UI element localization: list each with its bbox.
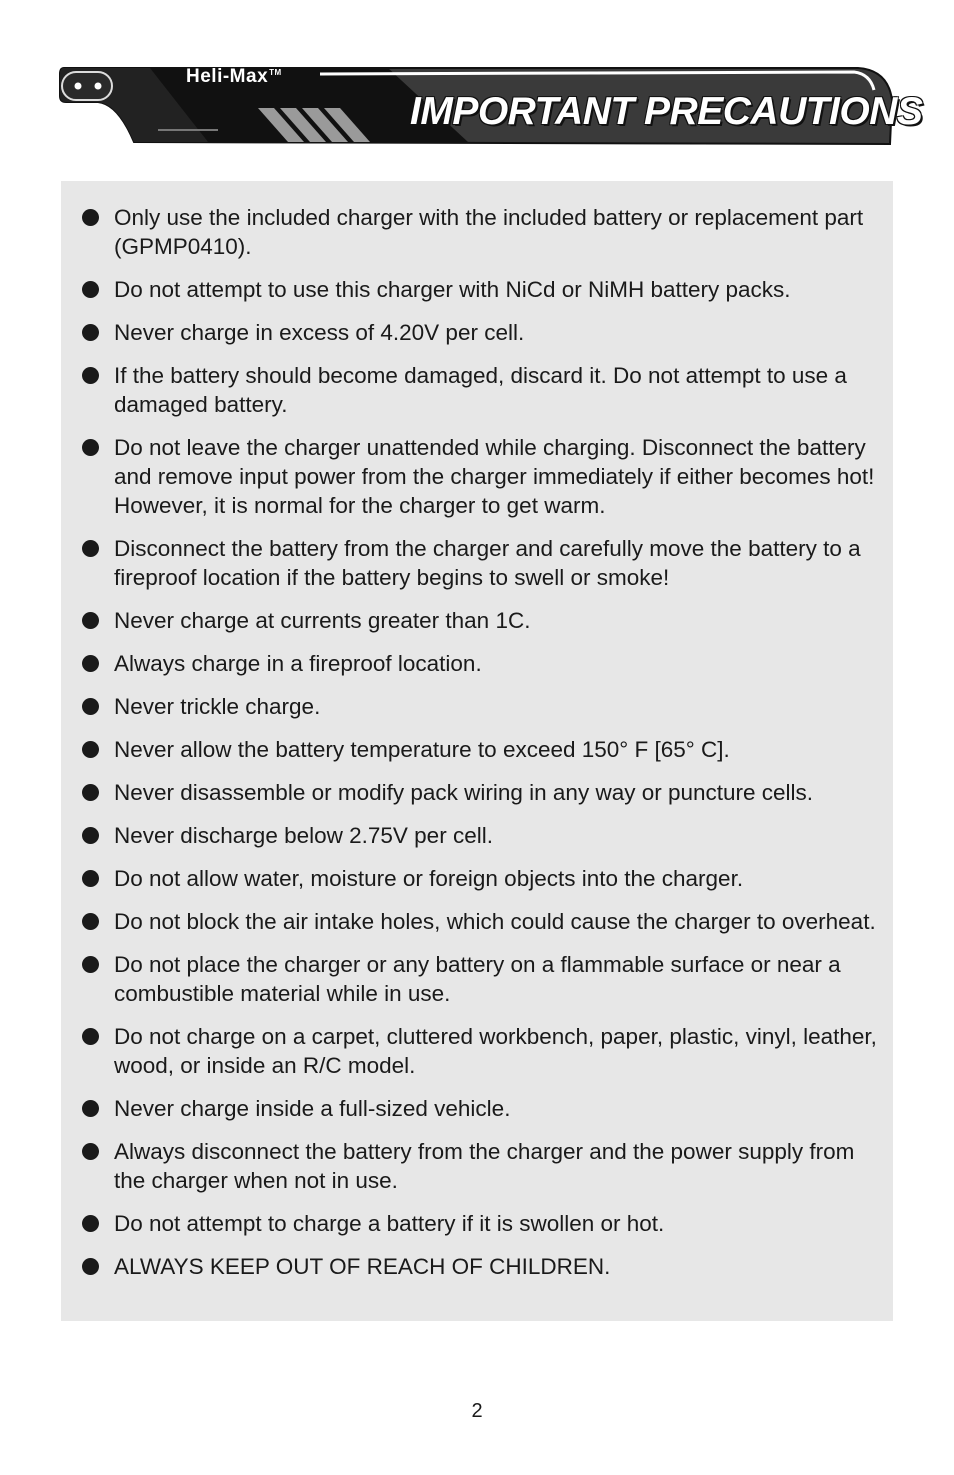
- list-item: Never allow the battery temperature to exceed 150° F [65° C].: [61, 735, 893, 764]
- bullet-icon: [82, 698, 99, 715]
- bullet-icon: [82, 281, 99, 298]
- precautions-list: [61, 203, 893, 1295]
- bullet-icon: [82, 870, 99, 887]
- bullet-icon: [82, 784, 99, 801]
- bullet-icon: [82, 827, 99, 844]
- bullet-icon: [82, 1028, 99, 1045]
- list-item: Do not charge on a carpet, cluttered workbench, paper, plastic, vinyl, leather, wood, or inside an R/C model.: [61, 1022, 893, 1080]
- list-item: Never discharge below 2.75V per cell.: [61, 821, 893, 850]
- list-item: ALWAYS KEEP OUT OF REACH OF CHILDREN.: [61, 1252, 893, 1281]
- bullet-icon: [82, 956, 99, 973]
- bullet-icon: [82, 1143, 99, 1160]
- list-item: Never charge at currents greater than 1C.: [61, 606, 893, 635]
- list-item: Do not attempt to use this charger with NiCd or NiMH battery packs.: [61, 275, 893, 304]
- bullet-icon: [82, 540, 99, 557]
- list-item: Never trickle charge.: [61, 692, 893, 721]
- bullet-icon: [82, 1258, 99, 1275]
- bullet-icon: [82, 439, 99, 456]
- list-item: Disconnect the battery from the charger and carefully move the battery to a fireproof location if the battery begins to swell or smoke!: [61, 534, 893, 592]
- list-item: Only use the included charger with the included battery or replacement part (GPMP0410).: [61, 203, 893, 261]
- bullet-icon: [82, 324, 99, 341]
- header-banner: [58, 60, 923, 150]
- bullet-icon: [82, 1215, 99, 1232]
- list-item: Do not allow water, moisture or foreign objects into the charger.: [61, 864, 893, 893]
- list-item: Do not attempt to charge a battery if it is swollen or hot.: [61, 1209, 893, 1238]
- list-item: Do not block the air intake holes, which could cause the charger to overheat.: [61, 907, 893, 936]
- bullet-icon: [82, 209, 99, 226]
- bullet-icon: [82, 367, 99, 384]
- list-item: Do not leave the charger unattended while charging. Disconnect the battery and remove input power from the charger immediately if either becomes hot! However, it is normal for the charger to get warm.: [61, 433, 893, 520]
- bullet-icon: [82, 1100, 99, 1117]
- brand-logo: Heli-Max™: [186, 66, 282, 87]
- list-item: Never disassemble or modify pack wiring in any way or puncture cells.: [61, 778, 893, 807]
- bullet-icon: [82, 612, 99, 629]
- list-item: Never charge in excess of 4.20V per cell.: [61, 318, 893, 347]
- precautions-panel: [61, 181, 893, 1321]
- list-item: Do not place the charger or any battery on a flammable surface or near a combustible material while in use.: [61, 950, 893, 1008]
- bullet-icon: [82, 913, 99, 930]
- page-title: IMPORTANT PRECAUTIONS: [410, 90, 923, 133]
- list-item: If the battery should become damaged, discard it. Do not attempt to use a damaged battery.: [61, 361, 893, 419]
- page-number: 2: [471, 1400, 483, 1422]
- list-item: Always disconnect the battery from the charger and the power supply from the charger when not in use.: [61, 1137, 893, 1195]
- list-item: Never charge inside a full-sized vehicle.: [61, 1094, 893, 1123]
- bullet-icon: [82, 655, 99, 672]
- list-item: Always charge in a fireproof location.: [61, 649, 893, 678]
- bullet-icon: [82, 741, 99, 758]
